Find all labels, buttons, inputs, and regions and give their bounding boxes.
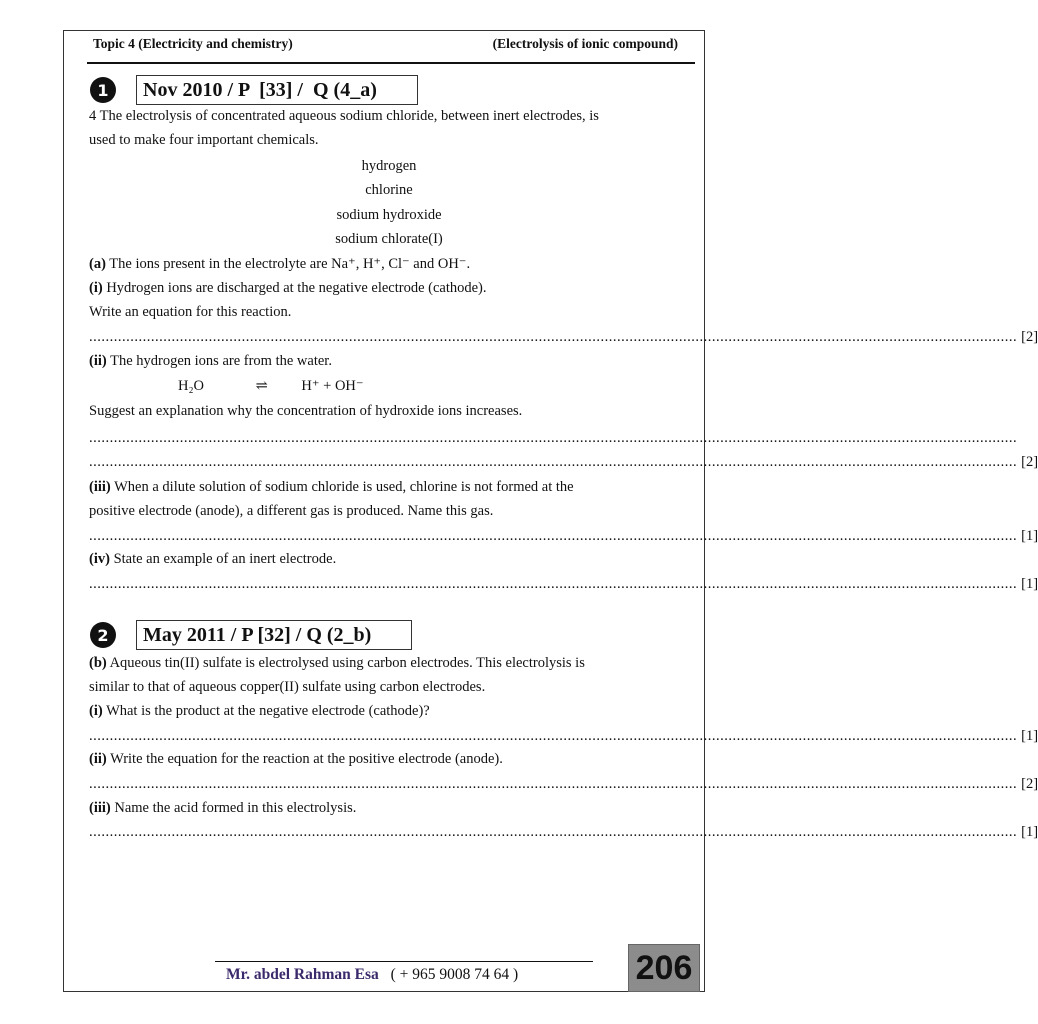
part-a-ii	[89, 352, 661, 370]
marks: [1]	[1021, 576, 1038, 592]
part-text: Write the equation for the reaction at the positive electrode (anode).	[110, 751, 503, 767]
footer-divider	[215, 961, 593, 962]
marks: [2]	[1021, 329, 1038, 345]
page-number: 206	[628, 944, 700, 992]
dotted-answer-space: .................................................................................................................................................................................................................................	[89, 728, 1018, 744]
dotted-answer-space: .................................................................................................................................................................................................................................	[89, 528, 1018, 544]
dotted-answer-space: .................................................................................................................................................................................................................................	[89, 776, 1018, 792]
part-a-ii-instruction: Suggest an explanation why the concentration of hydroxide ions increases.	[89, 403, 523, 419]
subtopic-title: (Electrolysis of ionic compound)	[492, 36, 678, 51]
question-reference: Nov 2010 / P [33] / Q (4_a)	[136, 75, 418, 105]
answer-line	[89, 527, 1038, 545]
dotted-answer-space: .................................................................................................................................................................................................................................	[89, 824, 1018, 840]
question-2-header	[90, 620, 412, 650]
chemical-item: hydrogen	[361, 158, 417, 174]
marks: [1]	[1021, 528, 1038, 544]
part-label: (ii)	[89, 751, 107, 767]
part-label: (b)	[89, 655, 107, 671]
part-b-iii	[89, 799, 661, 817]
page-header	[93, 36, 678, 52]
chemical-item: chlorine	[365, 182, 413, 198]
part-a-iv	[89, 550, 661, 568]
answer-line	[89, 328, 1038, 346]
chemical-item: sodium chlorate(I)	[335, 231, 443, 247]
part-a-iii	[89, 478, 661, 496]
equation-right: H⁺ + OH⁻	[301, 378, 364, 394]
chemical-item: sodium hydroxide	[336, 207, 442, 223]
equilibrium-equation	[178, 377, 478, 395]
part-a	[89, 255, 661, 273]
part-text: What is the product at the negative electrode (cathode)?	[106, 703, 430, 719]
part-label: (a)	[89, 256, 106, 272]
marks: [2]	[1021, 454, 1038, 470]
part-text: Name the acid formed in this electrolysis.	[114, 800, 357, 816]
marks: [2]	[1021, 776, 1038, 792]
author-name: Mr. abdel Rahman Esa	[226, 966, 379, 983]
equilibrium-arrow: ⇌	[255, 378, 268, 394]
part-label: (iii)	[89, 479, 111, 495]
part-text: When a dilute solution of sodium chloride is used, chlorine is not formed at the	[114, 479, 574, 495]
dotted-answer-space: .................................................................................................................................................................................................................................	[89, 576, 1018, 592]
part-a-i-instruction: Write an equation for this reaction.	[89, 304, 292, 320]
intro-line-1: 4 The electrolysis of concentrated aqueous sodium chloride, between inert electrodes, is	[89, 108, 599, 124]
author-phone: ( + 965 9008 74 64 )	[390, 966, 519, 983]
answer-line	[89, 453, 1038, 471]
answer-line	[89, 727, 1038, 745]
header-divider	[87, 62, 695, 64]
part-label: (i)	[89, 280, 103, 296]
question-reference: May 2011 / P [32] / Q (2_b)	[136, 620, 412, 650]
question-1-header	[90, 75, 418, 105]
part-b-ii	[89, 750, 661, 768]
part-b-continued: similar to that of aqueous copper(II) sulfate using carbon electrodes.	[89, 679, 486, 695]
part-text: State an example of an inert electrode.	[113, 551, 337, 567]
part-a-i	[89, 279, 661, 297]
intro-line-2: used to make four important chemicals.	[89, 132, 319, 148]
part-text: The ions present in the electrolyte are Na⁺, H⁺, Cl⁻ and OH⁻.	[109, 256, 471, 272]
part-b	[89, 654, 661, 672]
answer-line	[89, 823, 1038, 841]
part-a-iii-continued: positive electrode (anode), a different gas is produced. Name this gas.	[89, 503, 494, 519]
marks: [1]	[1021, 728, 1038, 744]
answer-line	[89, 429, 1018, 447]
topic-title: Topic 4 (Electricity and chemistry)	[93, 36, 293, 51]
dotted-answer-space: .................................................................................................................................................................................................................................	[89, 430, 1018, 446]
question-number-badge: 2	[90, 622, 116, 648]
answer-line	[89, 775, 1038, 793]
part-b-i	[89, 702, 661, 720]
part-label: (ii)	[89, 353, 107, 369]
part-label: (i)	[89, 703, 103, 719]
part-label: (iv)	[89, 551, 110, 567]
question-number-badge: 1	[90, 77, 116, 103]
dotted-answer-space: .................................................................................................................................................................................................................................	[89, 329, 1018, 345]
page-footer	[226, 966, 518, 984]
part-text: Hydrogen ions are discharged at the negative electrode (cathode).	[106, 280, 487, 296]
part-text: Aqueous tin(II) sulfate is electrolysed using carbon electrodes. This electrolysis is	[109, 655, 585, 671]
equation-left: H₂O	[178, 378, 204, 394]
part-label: (iii)	[89, 800, 111, 816]
dotted-answer-space: .................................................................................................................................................................................................................................	[89, 454, 1018, 470]
answer-line	[89, 575, 1038, 593]
marks: [1]	[1021, 824, 1038, 840]
part-text: The hydrogen ions are from the water.	[110, 353, 332, 369]
